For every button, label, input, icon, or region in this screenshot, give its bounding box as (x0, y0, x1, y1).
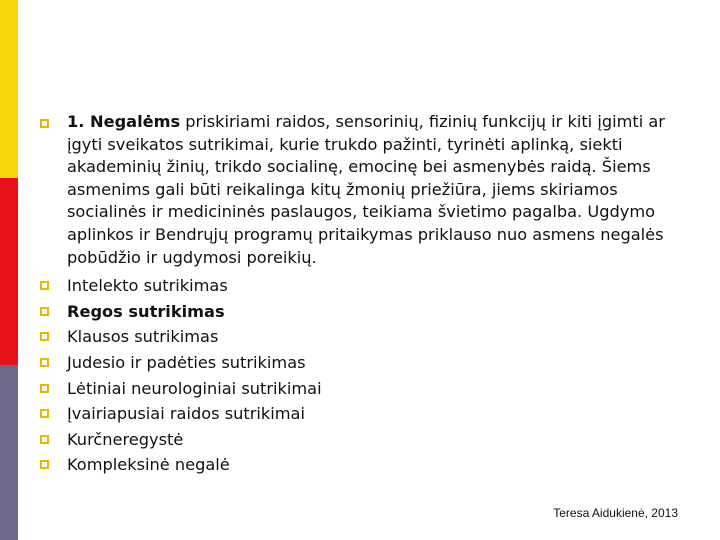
list-item-label: Įvairiapusiai raidos sutrikimai (67, 404, 305, 424)
intro-body: priskiriami raidos, sensorinių, fizinių funkcijų ir kiti įgimti ar įgyti sveikatos sutrikimai, kurie trukdo pažinti, tyrinėti aplinką, siekti akademinių žinių, trikdo socialinę, emocinę bei asmenybės raidą. Šiems asmenims gali būti reikalinga kitų žmonių priežiūra, jiems skiriamos socialinės ir medicininės paslaugos, teikiama švietimo pagalba. Ugdymo aplinkos ir Bendrųjų programų pritaikymas priklauso nuo asmens negalės pobūdžio ir ugdymosi poreikių. (67, 112, 665, 267)
list-item-label: Kompleksinė negalė (67, 455, 230, 475)
hollow-square-bullet-icon (40, 460, 49, 469)
intro-paragraph (67, 111, 700, 269)
list-item (40, 376, 700, 402)
author-footer: Teresa Aidukienė, 2013 (553, 506, 678, 520)
list-item-intro (40, 111, 700, 269)
hollow-square-bullet-icon (40, 307, 49, 316)
band-yellow-segment (0, 0, 18, 178)
list-item-label: Klausos sutrikimas (67, 327, 219, 347)
list-item-label: Kurčneregystė (67, 429, 184, 449)
hollow-square-bullet-icon (40, 435, 49, 444)
list-item (40, 273, 700, 299)
list-item (40, 452, 700, 478)
list-item (40, 427, 700, 453)
list-item-label: Intelekto sutrikimas (67, 276, 228, 296)
slide-content (40, 111, 700, 478)
band-red-segment (0, 178, 18, 365)
hollow-square-bullet-icon (40, 384, 49, 393)
list-item-label: Regos sutrikimas (67, 301, 225, 321)
list-item (40, 324, 700, 350)
side-color-band (0, 0, 18, 540)
list-item (40, 299, 700, 325)
band-purple-segment (0, 365, 18, 540)
list-item (40, 350, 700, 376)
list-item-label: Lėtiniai neurologiniai sutrikimai (67, 378, 322, 398)
hollow-square-bullet-icon (40, 119, 49, 128)
list-item (40, 401, 700, 427)
hollow-square-bullet-icon (40, 409, 49, 418)
hollow-square-bullet-icon (40, 332, 49, 341)
bullet-list (40, 111, 700, 478)
intro-lead: 1. Negalėms (67, 112, 181, 131)
list-item-label: Judesio ir padėties sutrikimas (67, 352, 306, 372)
hollow-square-bullet-icon (40, 281, 49, 290)
hollow-square-bullet-icon (40, 358, 49, 367)
